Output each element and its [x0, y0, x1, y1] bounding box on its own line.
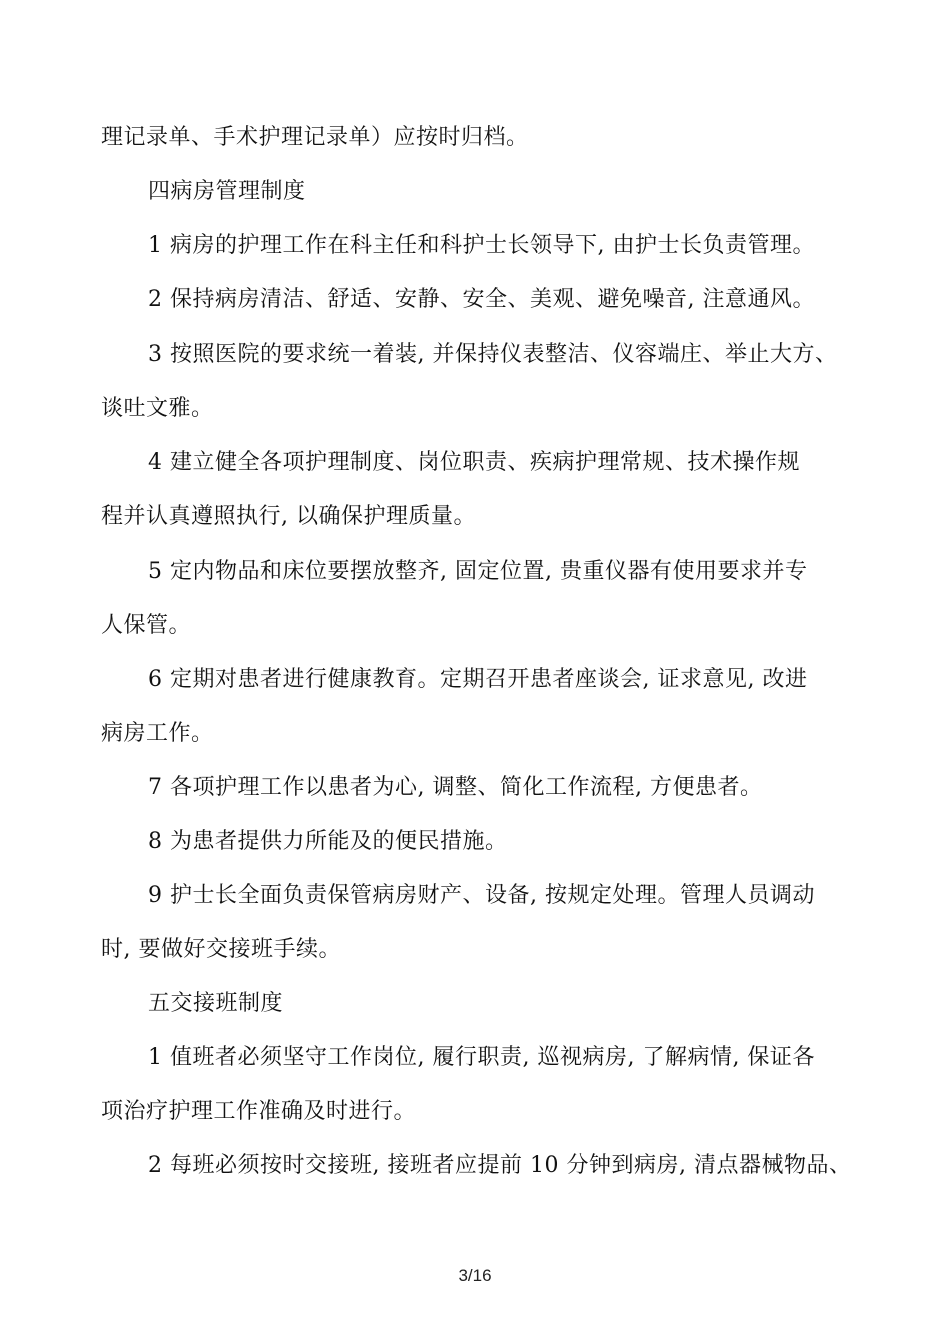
rule-item-6-cont: 病房工作。	[101, 721, 214, 746]
rule-item-4-cont: 程并认真遵照执行, 以确保护理质量。	[101, 504, 476, 529]
continuation-line: 理记录单、手术护理记录单）应按时归档。	[101, 125, 529, 150]
rule-item-2: 2 保持病房清洁、舒适、安静、安全、美观、避免噪音, 注意通风。	[148, 287, 815, 312]
rule-item-5: 5 定内物品和床位要摆放整齐, 固定位置, 贵重仪器有使用要求并专	[148, 559, 808, 584]
handover-item-2: 2 每班必须按时交接班, 接班者应提前 10 分钟到病房, 清点器械物品、	[148, 1153, 852, 1178]
rule-item-5-cont: 人保管。	[101, 613, 192, 638]
rule-item-9: 9 护士长全面负责保管病房财产、设备, 按规定处理。管理人员调动	[148, 883, 815, 908]
rule-item-8: 8 为患者提供力所能及的便民措施。	[148, 829, 508, 854]
rule-item-6: 6 定期对患者进行健康教育。定期召开患者座谈会, 证求意见, 改进	[148, 667, 808, 692]
page-number: 3/16	[458, 1266, 492, 1285]
rule-item-1: 1 病房的护理工作在科主任和科护士长领导下, 由护士长负责管理。	[148, 233, 815, 258]
handover-item-1: 1 值班者必须坚守工作岗位, 履行职责, 巡视病房, 了解病情, 保证各	[148, 1045, 815, 1070]
rule-item-3: 3 按照医院的要求统一着装, 并保持仪表整洁、仪容端庄、举止大方、	[148, 342, 838, 367]
handover-item-1-cont: 项治疗护理工作准确及时进行。	[101, 1099, 417, 1124]
rule-item-7: 7 各项护理工作以患者为心, 调整、简化工作流程, 方便患者。	[148, 775, 763, 800]
rule-item-3-cont: 谈吐文雅。	[101, 396, 214, 421]
section-title-shift-handover: 五交接班制度	[148, 991, 284, 1016]
section-title-ward-management: 四病房管理制度	[148, 179, 306, 204]
rule-item-4: 4 建立健全各项护理制度、岗位职责、疾病护理常规、技术操作规	[148, 450, 800, 475]
rule-item-9-cont: 时, 要做好交接班手续。	[101, 937, 341, 962]
